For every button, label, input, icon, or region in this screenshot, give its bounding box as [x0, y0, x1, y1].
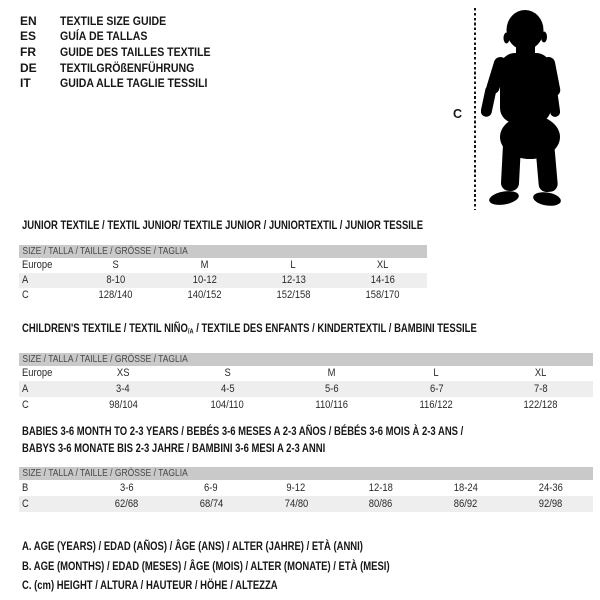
row-label-cell: C	[22, 498, 29, 510]
size-cell: S	[224, 367, 231, 380]
row-label-cell: B	[22, 482, 29, 494]
size-cell: L	[433, 367, 439, 380]
language-row	[20, 75, 231, 91]
table-row	[19, 258, 427, 273]
row-label-cell: A	[22, 383, 29, 396]
value-cell: 3-4	[116, 383, 130, 396]
value-cell: 4-5	[220, 383, 235, 396]
language-row	[20, 13, 231, 29]
table-row	[19, 496, 593, 512]
value-cell: 68/74	[199, 498, 223, 510]
value-cell: 62/68	[114, 498, 139, 510]
value-cell: 98/104	[108, 398, 138, 411]
babies-table-title-line1: BABIES 3-6 MONTH TO 2-3 YEARS / BEBÉS 3-6 MESES A 2-3 AÑOS / BÉBÉS 3-6 MOIS À 2-3 ANS /	[22, 424, 464, 438]
size-cell: M	[200, 259, 209, 271]
value-cell: 9-12	[286, 482, 306, 494]
size-header-text: SIZE / TALLA / TAILLE / GRÖSSE / TAGLIA	[22, 245, 188, 257]
children-table-title: CHILDREN'S TEXTILE / TEXTIL $NIÑO_{/A}$ / TEXTILE DES ENFANTS / KINDERTEXTIL / BAMBINI TESSILE	[22, 321, 477, 336]
value-cell: 6-7	[429, 383, 444, 396]
footnote-age-years: A. AGE (YEARS) / EDAD (AÑOS) / ÂGE (ANS) / ALTER (JAHRE) / ETÀ (ANNI)	[22, 538, 363, 553]
footnote-height: C. (cm) HEIGHT / ALTURA / HAUTEUR / HÖHE / ALTEZZA	[22, 578, 278, 593]
value-cell: 122/128	[523, 398, 558, 411]
language-code: IT	[20, 76, 31, 91]
value-cell: 12-18	[368, 482, 393, 494]
row-label-cell: Europe	[22, 367, 53, 380]
value-cell: 152/158	[276, 289, 311, 301]
value-cell: 5-6	[325, 383, 339, 396]
table-row	[19, 273, 427, 288]
value-cell: 80/86	[369, 498, 393, 510]
row-label-cell: A	[22, 274, 29, 286]
language-code: ES	[20, 29, 37, 44]
size-cell: XL	[376, 259, 389, 271]
language-code: FR	[20, 44, 36, 59]
value-cell: 92/98	[538, 498, 563, 510]
language-title: GUIDA ALLE TAGLIE TESSILI	[60, 76, 208, 91]
table-row	[19, 288, 427, 303]
value-cell: 12-13	[281, 274, 306, 286]
value-cell: 104/110	[210, 398, 245, 411]
size-cell: XL	[535, 367, 547, 380]
language-title: GUIDE DES TAILLES TEXTILE	[60, 44, 211, 59]
language-list	[20, 13, 231, 91]
value-cell: 7-8	[533, 383, 548, 396]
language-row	[20, 60, 231, 76]
size-cell: XS	[116, 367, 130, 380]
row-label-cell: C	[22, 398, 29, 411]
value-cell: 3-6	[119, 482, 134, 494]
value-cell: 8-10	[106, 274, 125, 286]
language-title: TEXTILGRÖßENFÜHRUNG	[60, 60, 195, 75]
value-cell: 140/152	[187, 289, 222, 301]
row-label-cell: Europe	[22, 259, 53, 271]
language-title: GUÍA DE TALLAS	[60, 29, 148, 44]
babies-table	[19, 480, 593, 512]
footnotes	[22, 536, 487, 595]
value-cell: 110/116	[315, 398, 349, 411]
value-cell: 18-24	[453, 482, 478, 494]
row-label-cell: C	[22, 289, 29, 301]
babies-table-title-line2: BABYS 3-6 MONATE BIS 2-3 JAHRE / BAMBINI 3-6 MESI A 2-3 ANNI	[22, 440, 326, 455]
value-cell: 14-16	[370, 274, 395, 286]
baby-silhouette	[481, 9, 567, 209]
table-row	[19, 397, 593, 413]
size-cell: L	[290, 259, 297, 271]
value-cell: 24-36	[538, 482, 563, 494]
value-cell: 86/92	[453, 498, 478, 510]
size-cell: M	[328, 367, 336, 380]
table-row	[19, 381, 593, 397]
table-row	[19, 366, 593, 382]
height-measure-label: C	[453, 107, 463, 121]
babies-size-header-bar	[19, 467, 593, 480]
height-measure-line	[474, 8, 476, 210]
children-size-header-bar	[19, 353, 593, 366]
value-cell: 116/122	[419, 398, 454, 411]
junior-size-header-bar	[19, 245, 427, 258]
value-cell: 128/140	[98, 289, 133, 301]
table-row	[19, 480, 593, 496]
size-header-text: SIZE / TALLA / TAILLE / GRÖSSE / TAGLIA	[22, 353, 188, 365]
value-cell: 74/80	[284, 498, 308, 510]
children-table	[19, 366, 593, 413]
language-code: DE	[20, 60, 37, 75]
size-header-text: SIZE / TALLA / TAILLE / GRÖSSE / TAGLIA	[22, 468, 188, 479]
value-cell: 6-9	[204, 482, 219, 494]
size-cell: S	[112, 259, 119, 271]
title-subscript: /A	[187, 326, 194, 336]
junior-table-title: JUNIOR TEXTILE / TEXTIL JUNIOR/ TEXTILE JUNIOR / JUNIORTEXTIL / JUNIOR TESSILE	[22, 218, 424, 232]
junior-table	[19, 258, 427, 303]
footnote-age-months: B. AGE (MONTHS) / EDAD (MESES) / ÂGE (MOIS) / ALTER (MONATE) / ETÀ (MESI)	[22, 558, 390, 573]
language-row	[20, 44, 231, 60]
language-row	[20, 29, 231, 45]
language-code: EN	[20, 13, 37, 28]
language-title: TEXTILE SIZE GUIDE	[60, 13, 167, 28]
value-cell: 158/170	[365, 289, 400, 301]
value-cell: 10-12	[192, 274, 217, 286]
